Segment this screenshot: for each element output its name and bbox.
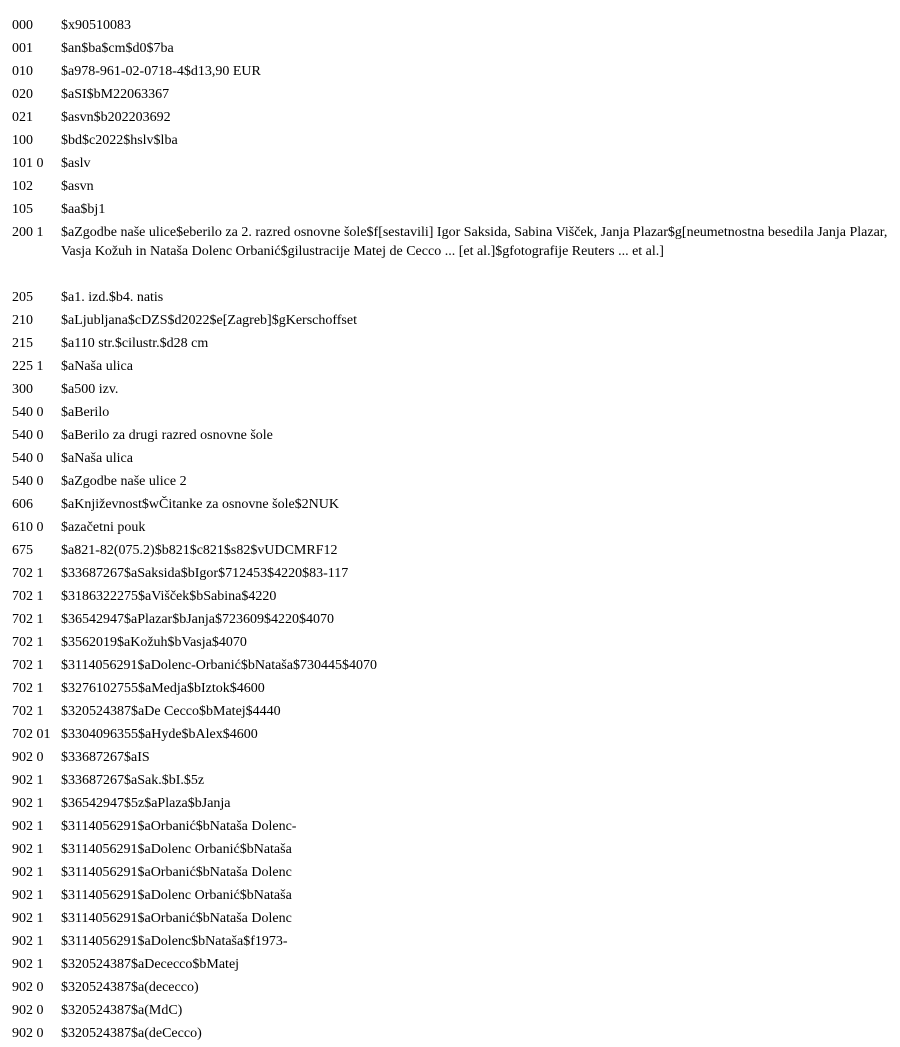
field-tag: 225 1 [12,359,44,374]
field-content: $aLjubljana$cDZS$d2022$e[Zagreb]$gKerschoffset [61,313,357,328]
field-row [12,564,888,587]
field-row [12,85,888,108]
field-row [12,177,888,200]
field-row [12,633,888,656]
field-content: $3114056291$aOrbanić$bNataša Dolenc- [61,819,297,834]
field-tag: 902 1 [12,957,44,972]
field-tag: 902 0 [12,1026,44,1041]
field-content: $aKnjiževnost$wČitanke za osnovne šole$2NUK [61,497,339,512]
field-row [12,449,888,472]
field-tag: 902 1 [12,819,44,834]
field-tag: 902 1 [12,773,44,788]
field-content: $a500 izv. [61,382,119,397]
field-content: $3114056291$aDolenc Orbanić$bNataša [61,842,292,857]
field-content: $3562019$aKožuh$bVasja$4070 [61,635,247,650]
field-tag: 702 1 [12,612,44,627]
field-row [12,39,888,62]
field-row [12,472,888,495]
field-content: $aNaša ulica [61,451,133,466]
field-row [12,978,888,1001]
field-content: $a110 str.$cilustr.$d28 cm [61,336,209,351]
field-content: $33687267$aIS [61,750,150,765]
field-tag: 702 01 [12,727,51,742]
field-tag: 105 [12,202,33,217]
field-content: $aa$bj1 [61,202,106,217]
field-row [12,154,888,177]
field-row [12,955,888,978]
field-tag: 902 1 [12,865,44,880]
field-tag: 102 [12,179,33,194]
field-row [12,863,888,886]
field-content: $3114056291$aDolenc$bNataša$f1973- [61,934,288,949]
field-content: $320524387$a(dececco) [61,980,199,995]
field-row [12,311,888,334]
field-row [12,403,888,426]
field-content: $36542947$aPlazar$bJanja$723609$4220$4070 [61,612,334,627]
field-content: $3276102755$aMedja$bIztok$4600 [61,681,265,696]
field-row [12,610,888,633]
field-tag: 000 [12,18,33,33]
field-tag: 902 1 [12,796,44,811]
field-content: $asvn$b202203692 [61,110,171,125]
field-tag: 902 0 [12,1003,44,1018]
field-row [12,495,888,518]
field-row [12,932,888,955]
field-tag: 702 1 [12,704,44,719]
field-tag: 702 1 [12,681,44,696]
field-content: $aNaša ulica [61,359,133,374]
field-row [12,679,888,702]
field-tag: 101 0 [12,156,44,171]
field-tag: 902 1 [12,911,44,926]
field-row [12,288,888,311]
field-tag: 902 0 [12,750,44,765]
field-content: $36542947$5z$aPlaza$bJanja [61,796,231,811]
field-content: $320524387$aDececco$bMatej [61,957,240,972]
field-tag: 540 0 [12,474,44,489]
field-content: $a978-961-02-0718-4$d13,90 EUR [61,64,261,79]
field-content: $33687267$aSak.$bI.$5z [61,773,205,788]
field-row [12,748,888,771]
field-content: $azačetni pouk [61,520,146,535]
field-content: $an$ba$cm$d0$7ba [61,41,174,56]
field-row [12,1001,888,1024]
field-content: $aZgodbe naše ulice$eberilo za 2. razred osnovne šole$f[sestavili] Igor Saksida, Sabina Višček, Janja Plazar$g[neumetnostna besedila Janja Plazar, Vasja Kožuh in Nataša Dolenc Orbanić$gilustracije Matej de Cecco ... [et al.]$gfotografije Reuters ... et al.] [61,225,891,259]
field-tag: 100 [12,133,33,148]
field-content: $aZgodbe naše ulice 2 [61,474,187,489]
field-tag: 540 0 [12,451,44,466]
field-content: $3114056291$aOrbanić$bNataša Dolenc [61,865,292,880]
field-content: $aSI$bM22063367 [61,87,170,102]
field-row [12,587,888,610]
field-tag: 902 1 [12,888,44,903]
field-tag: 902 1 [12,934,44,949]
field-content: $a1. izd.$b4. natis [61,290,164,305]
field-tag: 902 1 [12,842,44,857]
field-content: $320524387$a(MdC) [61,1003,183,1018]
field-tag: 675 [12,543,33,558]
field-row [12,108,888,131]
field-tag: 205 [12,290,33,305]
field-row [12,725,888,748]
field-row [12,518,888,541]
field-row [12,702,888,725]
field-row [12,62,888,85]
field-row [12,200,888,223]
field-content: $x90510083 [61,18,131,33]
field-content: $3114056291$aDolenc-Orbanić$bNataša$730445$4070 [61,658,377,673]
field-row [12,656,888,679]
field-row [12,541,888,564]
field-tag: 200 1 [12,225,44,240]
field-content: $320524387$a(deCecco) [61,1026,202,1041]
field-row [12,426,888,449]
field-tag: 021 [12,110,33,125]
field-tag: 610 0 [12,520,44,535]
field-row [12,380,888,403]
field-content: $3114056291$aOrbanić$bNataša Dolenc [61,911,292,926]
field-tag: 606 [12,497,33,512]
field-content: $3186322275$aVišček$bSabina$4220 [61,589,277,604]
field-tag: 300 [12,382,33,397]
field-row [12,817,888,840]
field-content: $320524387$aDe Cecco$bMatej$4440 [61,704,281,719]
field-row [12,16,888,39]
field-content: $asvn [61,179,94,194]
field-tag: 010 [12,64,33,79]
field-tag: 702 1 [12,658,44,673]
field-row [12,771,888,794]
field-tag: 020 [12,87,33,102]
field-content: $a821-82(075.2)$b821$c821$s82$vUDCMRF12 [61,543,338,558]
field-content: $3114056291$aDolenc Orbanić$bNataša [61,888,292,903]
field-row [12,1024,888,1047]
field-row [12,886,888,909]
field-row [12,357,888,380]
field-content: $33687267$aSaksida$bIgor$712453$4220$83-117 [61,566,349,581]
field-tag: 540 0 [12,428,44,443]
field-tag: 540 0 [12,405,44,420]
field-tag: 702 1 [12,635,44,650]
field-content: $aslv [61,156,91,171]
field-tag: 702 1 [12,589,44,604]
marc-record [12,16,891,1047]
field-row [12,840,888,863]
field-tag: 902 0 [12,980,44,995]
field-tag: 001 [12,41,33,56]
field-tag: 702 1 [12,566,44,581]
field-row [12,223,891,288]
field-content: $bd$c2022$hslv$lba [61,133,178,148]
field-tag: 215 [12,336,33,351]
field-content: $aBerilo [61,405,110,420]
field-row [12,794,888,817]
field-row [12,909,888,932]
field-content: $3304096355$aHyde$bAlex$4600 [61,727,258,742]
field-row [12,334,888,357]
field-row [12,131,888,154]
field-content: $aBerilo za drugi razred osnovne šole [61,428,273,443]
field-tag: 210 [12,313,33,328]
